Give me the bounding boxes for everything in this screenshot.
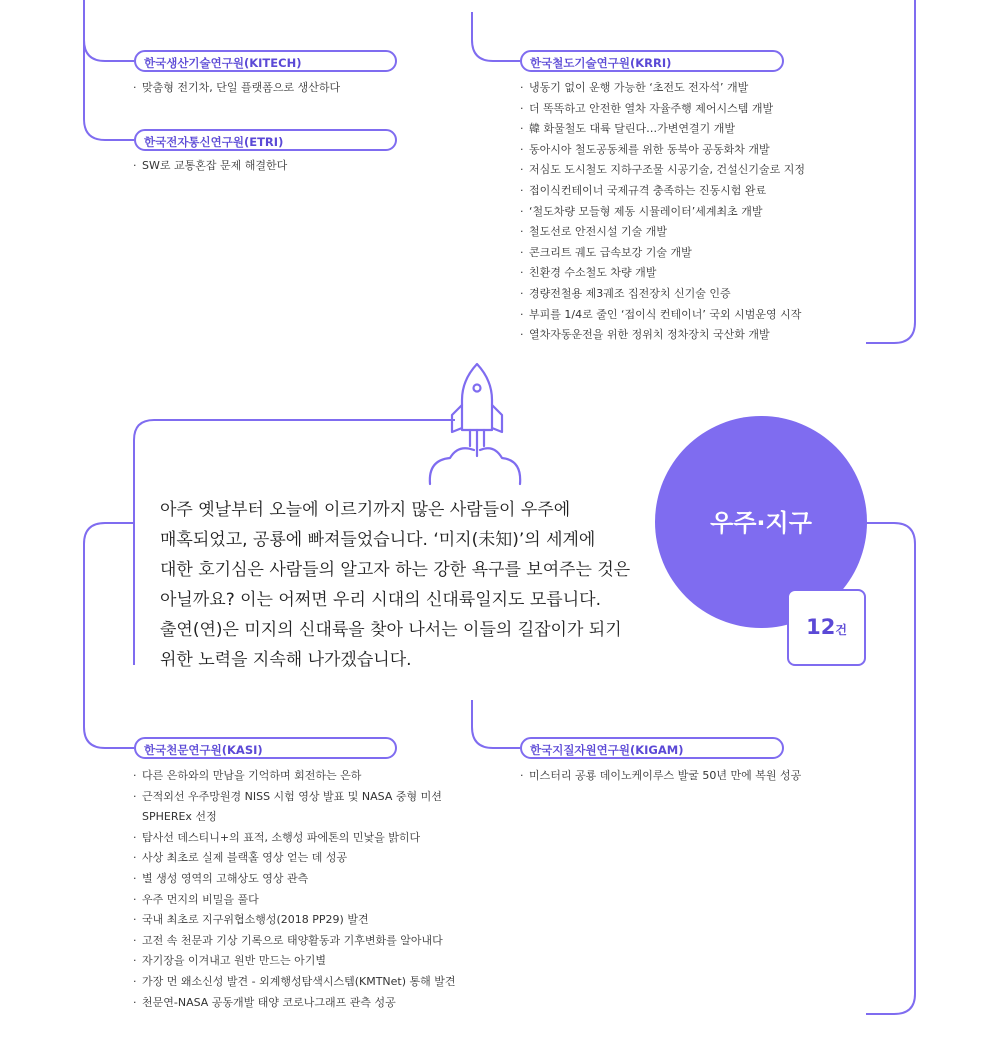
list-item: · SW로 교통혼잡 문제 해결한다	[133, 156, 287, 177]
institution-label-kasi: 한국천문연구원(KASI)	[134, 737, 397, 759]
count-unit: 건	[835, 623, 847, 637]
list-item: · 고전 속 천문과 기상 기록으로 태양활동과 기후변화를 알아내다	[133, 931, 456, 952]
list-item: · 별 생성 영역의 고해상도 영상 관측	[133, 869, 456, 890]
category-title: 우주·지구	[710, 509, 812, 537]
intro-line: 위한 노력을 지속해 나가겠습니다.	[160, 650, 412, 670]
list-item: · 가장 먼 왜소신성 발견 - 외계행성탐색시스템(KMTNet) 통해 발견	[133, 972, 456, 993]
list-item: · 동아시아 철도공동체를 위한 동북아 공동화차 개발	[520, 140, 805, 161]
list-item: · 우주 먼지의 비밀을 풀다	[133, 890, 456, 911]
list-item-continuation: SPHEREx 선정	[142, 810, 217, 824]
list-item: · 부피를 1/4로 줄인 ‘접이식 컨테이너’ 국외 시범운영 시작	[520, 305, 805, 326]
list-item: · 韓 화물철도 대륙 달린다…가변연결기 개발	[520, 119, 805, 140]
list-item	[133, 787, 456, 828]
list-item: · 콘크리트 궤도 급속보강 기술 개발	[520, 243, 805, 264]
intro-text	[160, 495, 640, 675]
institution-label-kitech: 한국생산기술연구원(KITECH)	[134, 50, 397, 72]
list-item: · 탐사선 데스티니+의 표적, 소행성 파에톤의 민낯을 밝히다	[133, 828, 456, 849]
list-item: · 자기장을 이겨내고 원반 만드는 아기별	[133, 951, 456, 972]
institution-label-etri: 한국전자통신연구원(ETRI)	[134, 129, 397, 151]
list-item: · ‘철도차량 모들형 제동 시뮬레이터’세계최초 개발	[520, 202, 805, 223]
list-item: · 맞춤형 전기차, 단일 플랫폼으로 생산하다	[133, 78, 340, 99]
list-item: · 다른 은하와의 만남을 기억하며 회전하는 은하	[133, 766, 456, 787]
list-item: · 접이식컨테이너 국제규격 충족하는 진동시험 완료	[520, 181, 805, 202]
list-item: · 저심도 도시철도 지하구조물 시공기술, 건설신기술로 지정	[520, 160, 805, 181]
list-item: · 친환경 수소철도 차량 개발	[520, 263, 805, 284]
count-number: 12	[806, 615, 836, 639]
institution-label-krri: 한국철도기술연구원(KRRI)	[520, 50, 784, 72]
rocket-icon	[430, 364, 520, 484]
etri-item-list	[133, 156, 287, 177]
kigam-item-list	[520, 766, 801, 787]
institution-label-kigam: 한국지질자원연구원(KIGAM)	[520, 737, 784, 759]
list-item: · 더 똑똑하고 안전한 열차 자율주행 제어시스템 개발	[520, 99, 805, 120]
list-item: · 미스터리 공룡 데이노케이루스 발굴 50년 만에 복원 성공	[520, 766, 801, 787]
list-item: · 철도선로 안전시설 기술 개발	[520, 222, 805, 243]
kitech-item-list	[133, 78, 340, 99]
list-item: · 국내 최초로 지구위협소행성(2018 PP29) 발견	[133, 910, 456, 931]
kasi-item-list	[133, 766, 456, 1013]
intro-line: 대한 호기심은 사람들의 알고자 하는 강한 욕구를 보여주는 것은	[160, 560, 631, 580]
list-item: · 경량전철용 제3궤조 집전장치 신기술 인증	[520, 284, 805, 305]
list-item: · 냉동기 없이 운행 가능한 ‘초전도 전자석’ 개발	[520, 78, 805, 99]
list-item: · 열차자동운전을 위한 정위치 정차장치 국산화 개발	[520, 325, 805, 346]
list-item-text: 근적외선 우주망원경 NISS 시험 영상 발표 및 NASA 중형 미션	[142, 789, 442, 803]
list-item: · 천문연-NASA 공동개발 태양 코로나그래프 관측 성공	[133, 993, 456, 1014]
intro-line: 출연(연)은 미지의 신대륙을 찾아 나서는 이들의 길잡이가 되기	[160, 620, 622, 640]
intro-line: 매혹되었고, 공룡에 빠져들었습니다. ‘미지(未知)’의 세계에	[160, 530, 596, 550]
list-item: · 사상 최초로 실제 블랙홀 영상 얻는 데 성공	[133, 848, 456, 869]
intro-line: 아닐까요? 이는 어쩌면 우리 시대의 신대륙일지도 모릅니다.	[160, 590, 601, 610]
krri-item-list	[520, 78, 805, 346]
intro-line: 아주 옛날부터 오늘에 이르기까지 많은 사람들이 우주에	[160, 500, 571, 520]
count-badge	[787, 589, 866, 666]
